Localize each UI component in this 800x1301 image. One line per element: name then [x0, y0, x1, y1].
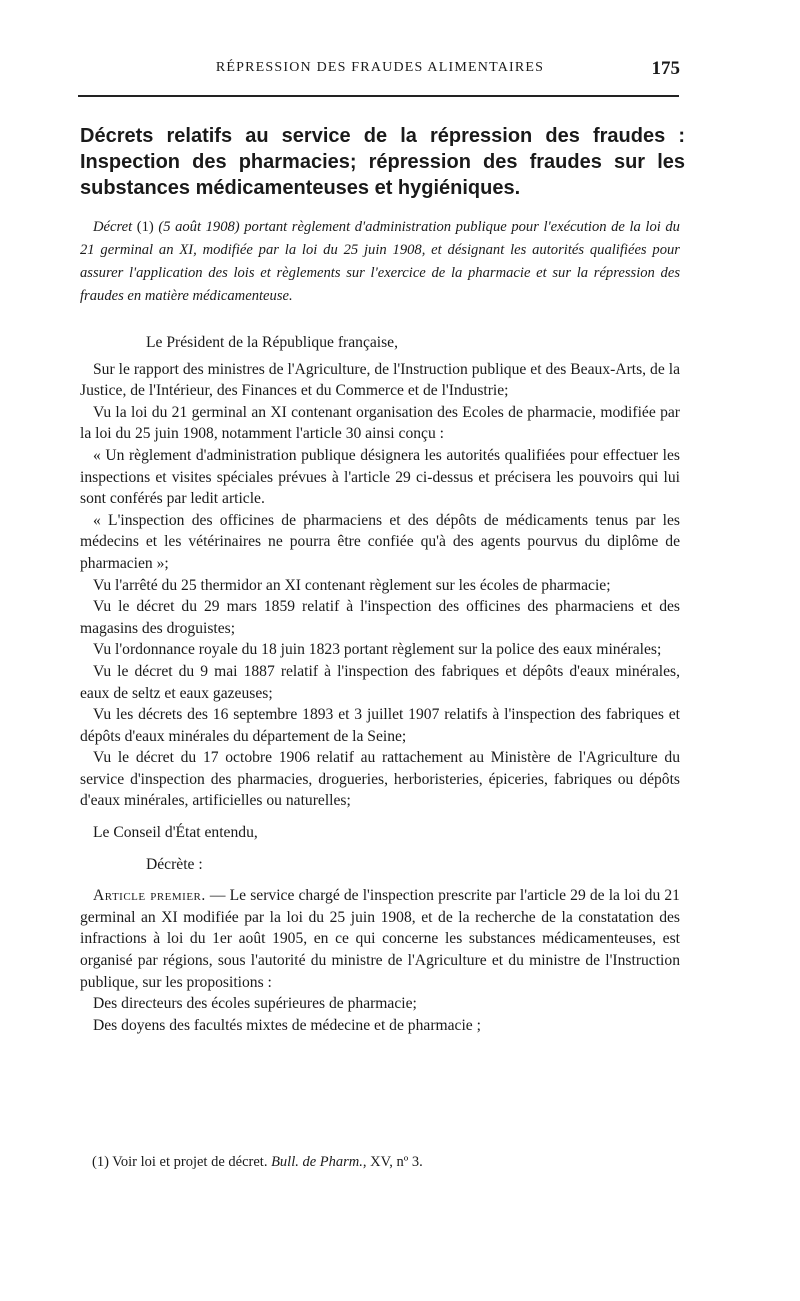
decree-summary — [80, 216, 680, 308]
section-title: Décrets relatifs au service de la répression des fraudes : Inspection des pharmacies; répression des fraudes sur les substances médicamenteuses et hygiéniques. — [80, 125, 685, 199]
footnote-reference: (1) — [136, 219, 154, 235]
list-item: Des directeurs des écoles supérieures de pharmacie; — [93, 995, 417, 1013]
paragraph: « Un règlement d'administration publique désignera les autorités qualifiées pour effectuer les inspections et visites spéciales prévues à l'article 29 ci-dessus et précisera les pouvoirs qui lui sont conférés par ledit article. — [80, 446, 680, 508]
article-text: — Le service chargé de l'inspection prescrite par l'article 29 de la loi du 21 germinal an XI modifiée par la loi du 25 juin 1908, et de la recherche de la constatation des infractions à loi du 1er août 1905, en ce qui concerne les substances médicamenteuses, est organisé par régions, sous l'autorité du ministre de l'Agriculture et du ministre de l'Instruction publique, sur les propositions : — [80, 887, 680, 991]
decrete-line: Décrète : — [146, 855, 203, 873]
footnote-text-end: , XV, nº 3. — [362, 1154, 423, 1170]
paragraph: Vu le décret du 17 octobre 1906 relatif au rattachement au Ministère de l'Agriculture du service d'inspection des pharmacies, drogueries, herboristeries, épiceries, fabriques ou dépôts d'eaux minérales, artificielles ou naturelles; — [80, 749, 680, 810]
footnote-journal: Bull. de Pharm. — [271, 1154, 363, 1170]
opening-line: Le Président de la République française, — [146, 334, 399, 351]
paragraph: Vu l'ordonnance royale du 18 juin 1823 portant règlement sur la police des eaux minérales; — [93, 641, 662, 659]
paragraph: Vu l'arrêté du 25 thermidor an XI contenant règlement sur les écoles de pharmacie; — [93, 576, 611, 594]
page-number: 175 — [651, 58, 680, 79]
footnote-text: Voir loi et projet de décret. — [108, 1154, 272, 1170]
decree-summary-text: (5 août 1908) portant règlement d'administration publique pour l'exécution de la loi du 21 germinal an XI, modifiée par la loi du 25 juin 1908, et désignant les autorités qualifiées pour assurer l'application des lois et règlements sur l'exercice de la pharmacie et sur la répression des fraudes en matière médicamenteuse. — [80, 219, 680, 304]
decree-label: Décret — [93, 219, 133, 235]
header-rule — [78, 95, 679, 97]
list-item: Des doyens des facultés mixtes de médecine et de pharmacie ; — [93, 1016, 481, 1034]
paragraph: Vu les décrets des 16 septembre 1893 et 3 juillet 1907 relatifs à l'inspection des fabriques et dépôts d'eaux minérales du département de la Seine; — [80, 706, 680, 745]
paragraph: « L'inspection des officines de pharmaciens et des dépôts de médicaments tenus par les médecins et les vétérinaires ne pourra être confiée qu'à des agents pourvus du diplôme de pharmacien »; — [80, 511, 680, 572]
footnote — [92, 1152, 682, 1172]
paragraph: Sur le rapport des ministres de l'Agriculture, de l'Instruction publique et des Beaux-Arts, de la Justice, de l'Intérieur, des Finances et du Commerce et de l'Industrie; — [80, 360, 680, 400]
paragraph: Vu le décret du 29 mars 1859 relatif à l'inspection des officines des pharmaciens et des magasins des droguistes; — [80, 598, 680, 637]
article-premier — [80, 885, 680, 993]
page-header — [80, 58, 680, 84]
paragraph: Le Conseil d'État entendu, — [93, 824, 258, 842]
paragraph: Vu la loi du 21 germinal an XI contenant organisation des Ecoles de pharmacie, modifiée par la loi du 25 juin 1908, notamment l'article 30 ainsi conçu : — [80, 403, 680, 443]
article-label: Article premier. — [93, 887, 206, 905]
paragraph: Vu le décret du 9 mai 1887 relatif à l'inspection des fabriques et dépôts d'eaux minérales, eaux de seltz et eaux gazeuses; — [80, 662, 680, 702]
footnote-marker: (1) — [92, 1154, 109, 1170]
running-title: RÉPRESSION DES FRAUDES ALIMENTAIRES — [215, 60, 545, 75]
decree-body — [80, 332, 680, 1036]
